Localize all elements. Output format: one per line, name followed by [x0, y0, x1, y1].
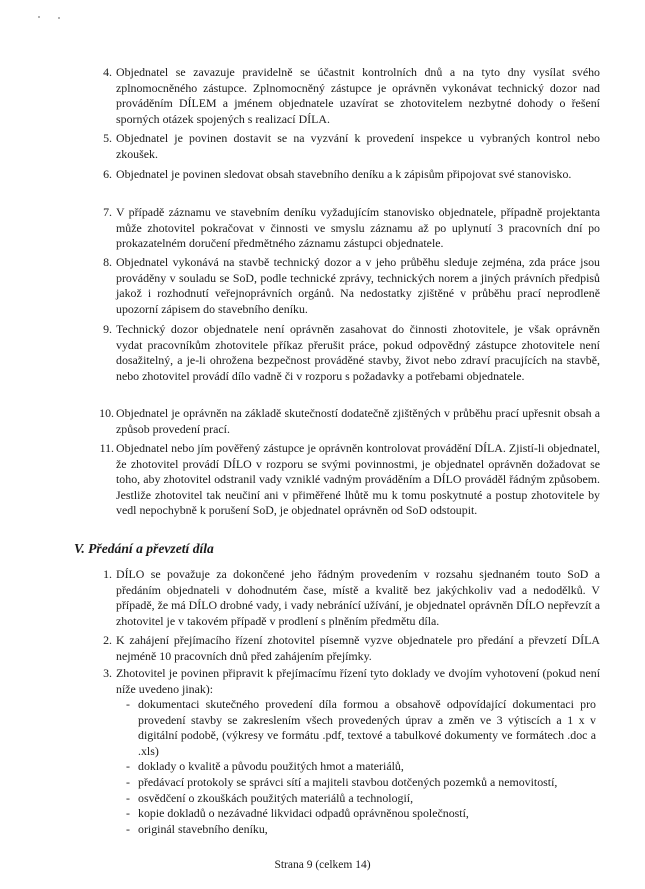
section-heading: V. Předání a převzetí díla [74, 541, 214, 556]
dash-marker: - [126, 759, 130, 774]
list-item-text: doklady o kvalitě a původu použitých hmot a materiálů, [138, 759, 404, 774]
clause-number: 7. [103, 205, 112, 219]
clause-number: 11. [99, 441, 114, 455]
clause-text: Objednatel nebo jím pověřený zástupce je oprávněn kontrolovat provádění DÍLA. Zjistí-li objednatel, že zhotovitel provádí DÍLO v rozporu se svými povinnostmi, je objednatel oprávněn dožadovat se toho, aby zhotovitel odstranil vady vzniklé vadným prováděním a DÍLO prováděl řádným způsobem. Jestliže zhotovitel tak neučiní ani v přiměřené lhůtě mu k tomu poskytnuté a postup zhotovitele by vedl nepochybně k porušení SoD, je objednatel oprávněn od SoD odstoupit. [116, 441, 600, 518]
section-clause-item-3 [103, 666, 600, 697]
dash-marker: - [126, 697, 130, 711]
clause-text: Zhotovitel je povinen připravit k přejímacímu řízení tyto doklady ve dvojím vyhotovení (pokud není níže uvedeno jinak): [116, 666, 600, 696]
clause-item-9 [103, 322, 600, 384]
list-item-text: kopie dokladů o nezávadné likvidaci odpadů oprávněnou společností, [138, 806, 469, 821]
list-item-text: originál stavebního deníku, [138, 821, 268, 836]
clause-text: Objednatel je oprávněn na základě skutečností dodatečně zjištěných v průběhu prací upřesnit obsah a způsob provedení prací. [116, 406, 600, 436]
clause-number: 6. [103, 167, 112, 181]
clause-item-5 [103, 131, 600, 162]
clause-number: 2. [103, 633, 112, 647]
section-clause-item-2 [103, 633, 600, 664]
clause-number: 1. [103, 567, 112, 581]
clause-number: 3. [103, 666, 112, 680]
clause-number: 5. [103, 131, 112, 145]
clause-item-6 [103, 167, 600, 183]
clause-text: V případě záznamu ve stavebním deníku vyžadujícím stanovisko objednatele, případně projektanta může zhotovitel pokračovat v činnosti ve smyslu záznamu až po uplynutí 3 pracovních dní po prokazatelném doručení předmětného záznamu zástupci objednatele. [116, 205, 600, 251]
clause-number: 8. [103, 255, 112, 269]
section-clause-item-1 [103, 567, 600, 629]
list-item [126, 697, 596, 759]
clause-item-7 [103, 205, 600, 252]
clause-number: 4. [103, 65, 112, 79]
list-item-text: osvědčení o zkouškách použitých materiálů a technologií, [138, 790, 414, 805]
page-number-footer: Strana 9 (celkem 14) [274, 859, 371, 871]
clause-item-4 [103, 65, 600, 127]
dash-marker: - [126, 790, 130, 805]
clause-item-10 [99, 406, 600, 437]
documents-bullet-list [126, 697, 596, 837]
scan-artifact-dot [58, 17, 60, 19]
list-item-text: dokumentaci skutečného provedení díla formou a obsahově odpovídající dokumentaci pro provedení stavby se zakreslením všech provedených úprav a změn ve 3 výtiscích a 1 x v digitální podobě, (výkresy ve formátu .pdf, textové a tabulkové dokumenty ve formátech .doc a .xls) [138, 697, 596, 758]
clause-item-8 [103, 255, 600, 317]
list-item-text: předávací protokoly se správci sítí a majiteli stavbou dotčených pozemků a nemovitostí, [138, 774, 558, 789]
dash-marker: - [126, 774, 130, 789]
list-item [126, 759, 596, 775]
clause-item-11 [99, 441, 600, 519]
clause-number: 10. [99, 406, 114, 420]
clause-text: K zahájení přejímacího řízení zhotovitel písemně vyzve objednatele pro předání a převzetí DÍLA nejméně 10 pracovních dnů před zahájením přejímky. [116, 633, 600, 663]
clause-text: Objednatel je povinen sledovat obsah stavebního deníku a k zápisům připojovat své stanovisko. [116, 167, 572, 181]
list-item [126, 775, 596, 791]
list-item [126, 791, 596, 807]
clause-text: Objednatel vykonává na stavbě technický dozor a v jeho průběhu sleduje zejména, zda práce jsou prováděny v souladu se SoD, podle technické zprávy, technických norem a jiných právních předpisů jakož i rozhodnutí veřejnoprávních orgánů. Na nedostatky zjištěné v průběhu prací neprodleně upozorní zápisem do stavebního deníku. [116, 255, 600, 316]
clause-number: 9. [103, 322, 112, 336]
dash-marker: - [126, 821, 130, 836]
scan-artifact-dot [38, 16, 40, 18]
dash-marker: - [126, 806, 130, 821]
clause-text: Objednatel se zavazuje pravidelně se účastnit kontrolních dnů a na tyto dny vysílat svého zplnomocněného zástupce. Zplnomocněný zástupce je oprávněn vykonávat technický dozor nad prováděním DÍLEM a jménem objednatele uzavírat se zhotovitelem nezbytné dohody o řešení sporných otázek spojených s realizací DÍLA. [116, 65, 600, 126]
clause-text: Objednatel je povinen dostavit se na vyzvání k provedení inspekce u vybraných kontrol nebo zkoušek. [116, 131, 600, 161]
list-item [126, 822, 596, 838]
clause-text: DÍLO se považuje za dokončené jeho řádným provedením v rozsahu sjednaném touto SoD a předáním objednateli v dohodnutém čase, místě a kvalitě bez jakýchkoliv vad a nedodělků. V případě, že má DÍLO drobné vady, i vady nebránící užívání, je objednatel oprávněn DÍLO nepřevzít a zhotovitel je v takovém případě v prodlení s plněním předmětu díla. [116, 567, 600, 628]
list-item [126, 806, 596, 822]
clause-text: Technický dozor objednatele není oprávněn zasahovat do činnosti zhotovitele, je však oprávněn vydat pracovníkům zhotovitele příkaz přerušit práce, pokud odpovědný zástupce zhotovitele není dosažitelný, a je-li ohrožena bezpečnost prováděné stavby, život nebo zdraví pracujících na stavbě, nebo zhotovitel provádí dílo vadně či v rozporu s požadavky a potřebami objednatele. [116, 322, 600, 383]
